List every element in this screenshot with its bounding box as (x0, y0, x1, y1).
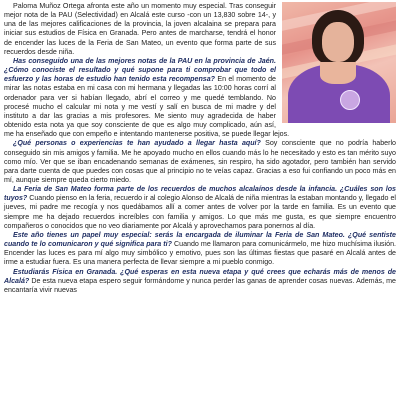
answer-1: En el momento de mirar las notas estaba en mi casa con mi hermana y llegadas las 10:00 horas corrí al ordenador para ver si habían llegado, abrí el correo y me quedé temblando. No procesé mucho el calcular mi nota y me vestí y salí en busca de mi madre y del instituto a dar las gracias a mis profesores. Me siento muy agradecida de haber obtenido esta nota ya que soy consciente de que es algo muy complicado, aún así, me ha enseñado que con empeño e intentando mantenerse positiva, se puede llegar lejos. (4, 75, 290, 139)
portrait-photo (282, 2, 396, 123)
article-body (4, 2, 396, 295)
qa-paragraph-2 (4, 139, 396, 185)
intro-paragraph: Paloma Muñoz Ortega afronta este año un momento muy especial. Tras conseguir mejor nota de la PAU (Selectividad) en Alcalá este curso -con un 13,830 sobre 14-, y una de las mejores calificaciones de la provincia, la joven alcalaina se prepara para iniciar sus estudios de Física en Granada. Pero antes de marcharse, tendrá el honor de encender las luces de la Feria de San Mateo, un evento que forma parte de sus recuerdos desde niña. (4, 2, 276, 56)
question-1: Has conseguido una de las mejores notas de la PAU en la provincia de Jaén. ¿Cómo conociste el resultado y qué supone para ti comprobar que todo el esfuerzo y las horas de estudio han tenido esta recompensa? (4, 56, 276, 84)
qa-paragraph-4 (4, 231, 396, 268)
question-3: La Feria de San Mateo forma parte de los recuerdos de muchos alcalaínos desde la infancia. ¿Cuáles son los tuyos? (4, 185, 396, 203)
question-2: ¿Qué personas o experiencias te han ayudado a llegar hasta aquí? (13, 139, 261, 148)
qa-paragraph-5 (4, 268, 396, 295)
question-4: Este año tienes un papel muy especial: serás la encargada de iluminar la Feria de San Mateo. ¿Qué sentiste cuando te lo comunicaron y qué significa para ti? (4, 230, 396, 249)
qa-paragraph-3 (4, 185, 396, 231)
answer-4: Cuando me llamaron para comunicármelo, me hizo muchísima ilusión. Encender las luces es para mí algo muy simbólico y emotivo, pues son las últimas fiestas que pasaré en Alcalá antes de irme a estudiar fuera. Es una manera perfecta de llevar siempre a mi pueblo conmigo. (4, 240, 396, 267)
answer-5: De esta nueva etapa espero seguir formándome y nunca perder las ganas de aprender cosas nuevas. Además, me encantaría vivir nuevas (4, 276, 396, 294)
question-5: Estudiarás Física en Granada. ¿Qué esperas en esta nueva etapa y qué crees que echarás más de menos de Alcalá? (4, 267, 396, 285)
answer-2: Soy consciente que no podría haberlo conseguido sin mis amigos y familia. Me he apoyado mucho en ellos cuando más lo he necesitado y esto es tan mérito suyo como mío. Ver que se iban encadenando semanas de exámenes, sin respiro, ha sido agotador, pero también han servido para darte cuenta de que puedes con cosas que al principio no te veías capaz. Gracias a eso fui confiando un poco más en mí, aunque siempre queda cierto miedo. (4, 139, 396, 184)
answer-3: Cuando pienso en la feria, recuerdo ir al colegio Alonso de Alcalá de niña mientras la estaban montando y, llegado el jueves, mi padre me recogía y nos quedábamos allí a comer antes de volver por la tarde en familia. Es un evento que siempre me ha dejado recuerdos increíbles con familia y amigos. Lo que más me gusta, es que siempre encuentro compañeros o conocidos que no veo diariamente por Alcalá y aprovechamos para ponernos al día. (4, 194, 396, 230)
